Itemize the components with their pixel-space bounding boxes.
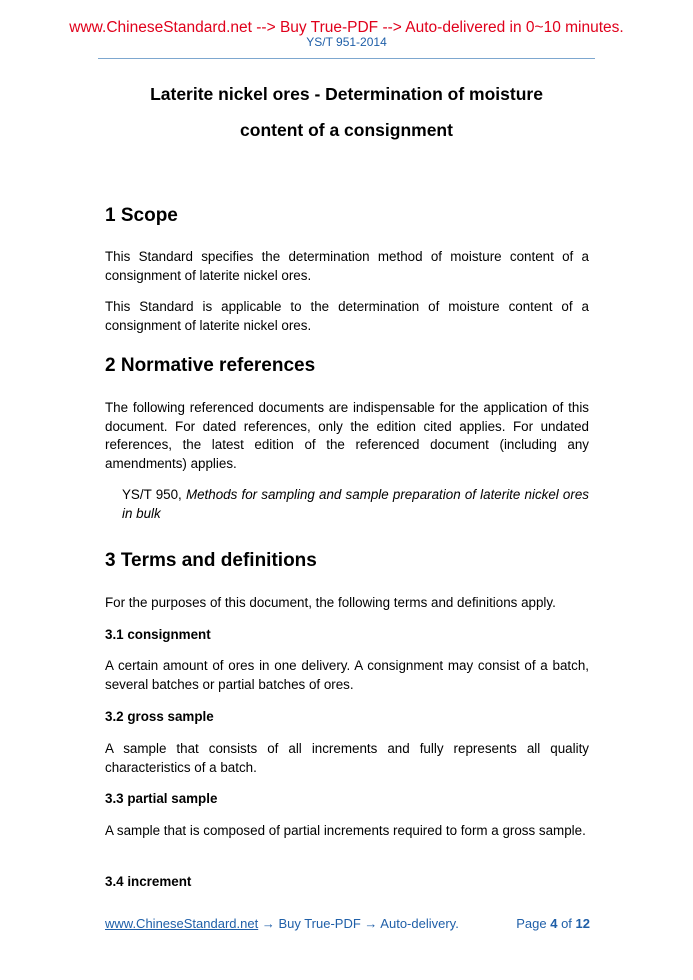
section-heading-normative-references: 2 Normative references xyxy=(105,355,316,376)
page-total: 12 xyxy=(575,916,590,931)
arrow-right-icon: → xyxy=(261,916,275,931)
page-of: of xyxy=(557,916,576,931)
document-title-line-1: Laterite nickel ores - Determination of moisture xyxy=(150,84,543,104)
term-heading-partial-sample: 3.3 partial sample xyxy=(105,791,218,806)
term-heading-gross-sample: 3.2 gross sample xyxy=(105,709,214,724)
term-heading-increment: 3.4 increment xyxy=(105,874,192,889)
scope-paragraph-2: This Standard is applicable to the determination of moisture content of a consignment of laterite nickel ores. xyxy=(105,299,589,333)
footer-site-link[interactable]: www.ChineseStandard.net xyxy=(105,916,259,931)
page-number xyxy=(516,916,590,932)
footer-auto-delivery-text: Auto-delivery. xyxy=(377,916,459,931)
section-heading-scope: 1 Scope xyxy=(105,205,178,226)
term-heading-consignment: 3.1 consignment xyxy=(105,627,211,642)
document-title-line-2: content of a consignment xyxy=(240,120,453,140)
scope-paragraph-1: This Standard specifies the determination method of moisture content of a consignment of laterite nickel ores. xyxy=(105,249,589,283)
arrow-right-icon: → xyxy=(364,916,378,931)
term-definition-partial-sample: A sample that is composed of partial increments required to form a gross sample. xyxy=(105,823,586,838)
section-heading-terms-definitions: 3 Terms and definitions xyxy=(105,550,317,571)
page-current: 4 xyxy=(550,916,558,931)
terms-intro-paragraph: For the purposes of this document, the following terms and definitions apply. xyxy=(105,595,556,610)
footer-buy-text: Buy True-PDF xyxy=(274,916,365,931)
normative-references-paragraph: The following referenced documents are indispensable for the application of this document. For dated references, only the edition cited applies. For undated references, the latest edition of the referenced document (including any amendments) applies. xyxy=(105,400,589,471)
page-label: Page xyxy=(516,916,551,931)
term-definition-gross-sample: A sample that consists of all increments and fully represents all quality characteristics of a batch. xyxy=(105,741,589,775)
standard-code-header: YS/T 951-2014 xyxy=(306,35,387,49)
reference-code: YS/T 950, xyxy=(122,487,186,502)
normative-reference-item xyxy=(122,486,589,523)
term-definition-consignment: A certain amount of ores in one delivery. A consignment may consist of a batch, several batches or partial batches of ores. xyxy=(105,658,589,692)
promo-banner: www.ChineseStandard.net --> Buy True-PDF --> Auto-delivered in 0~10 minutes. xyxy=(69,19,624,36)
page-footer xyxy=(105,916,590,932)
reference-title: Methods for sampling and sample preparation of laterite nickel ores in bulk xyxy=(122,487,589,521)
header-divider xyxy=(98,58,595,59)
